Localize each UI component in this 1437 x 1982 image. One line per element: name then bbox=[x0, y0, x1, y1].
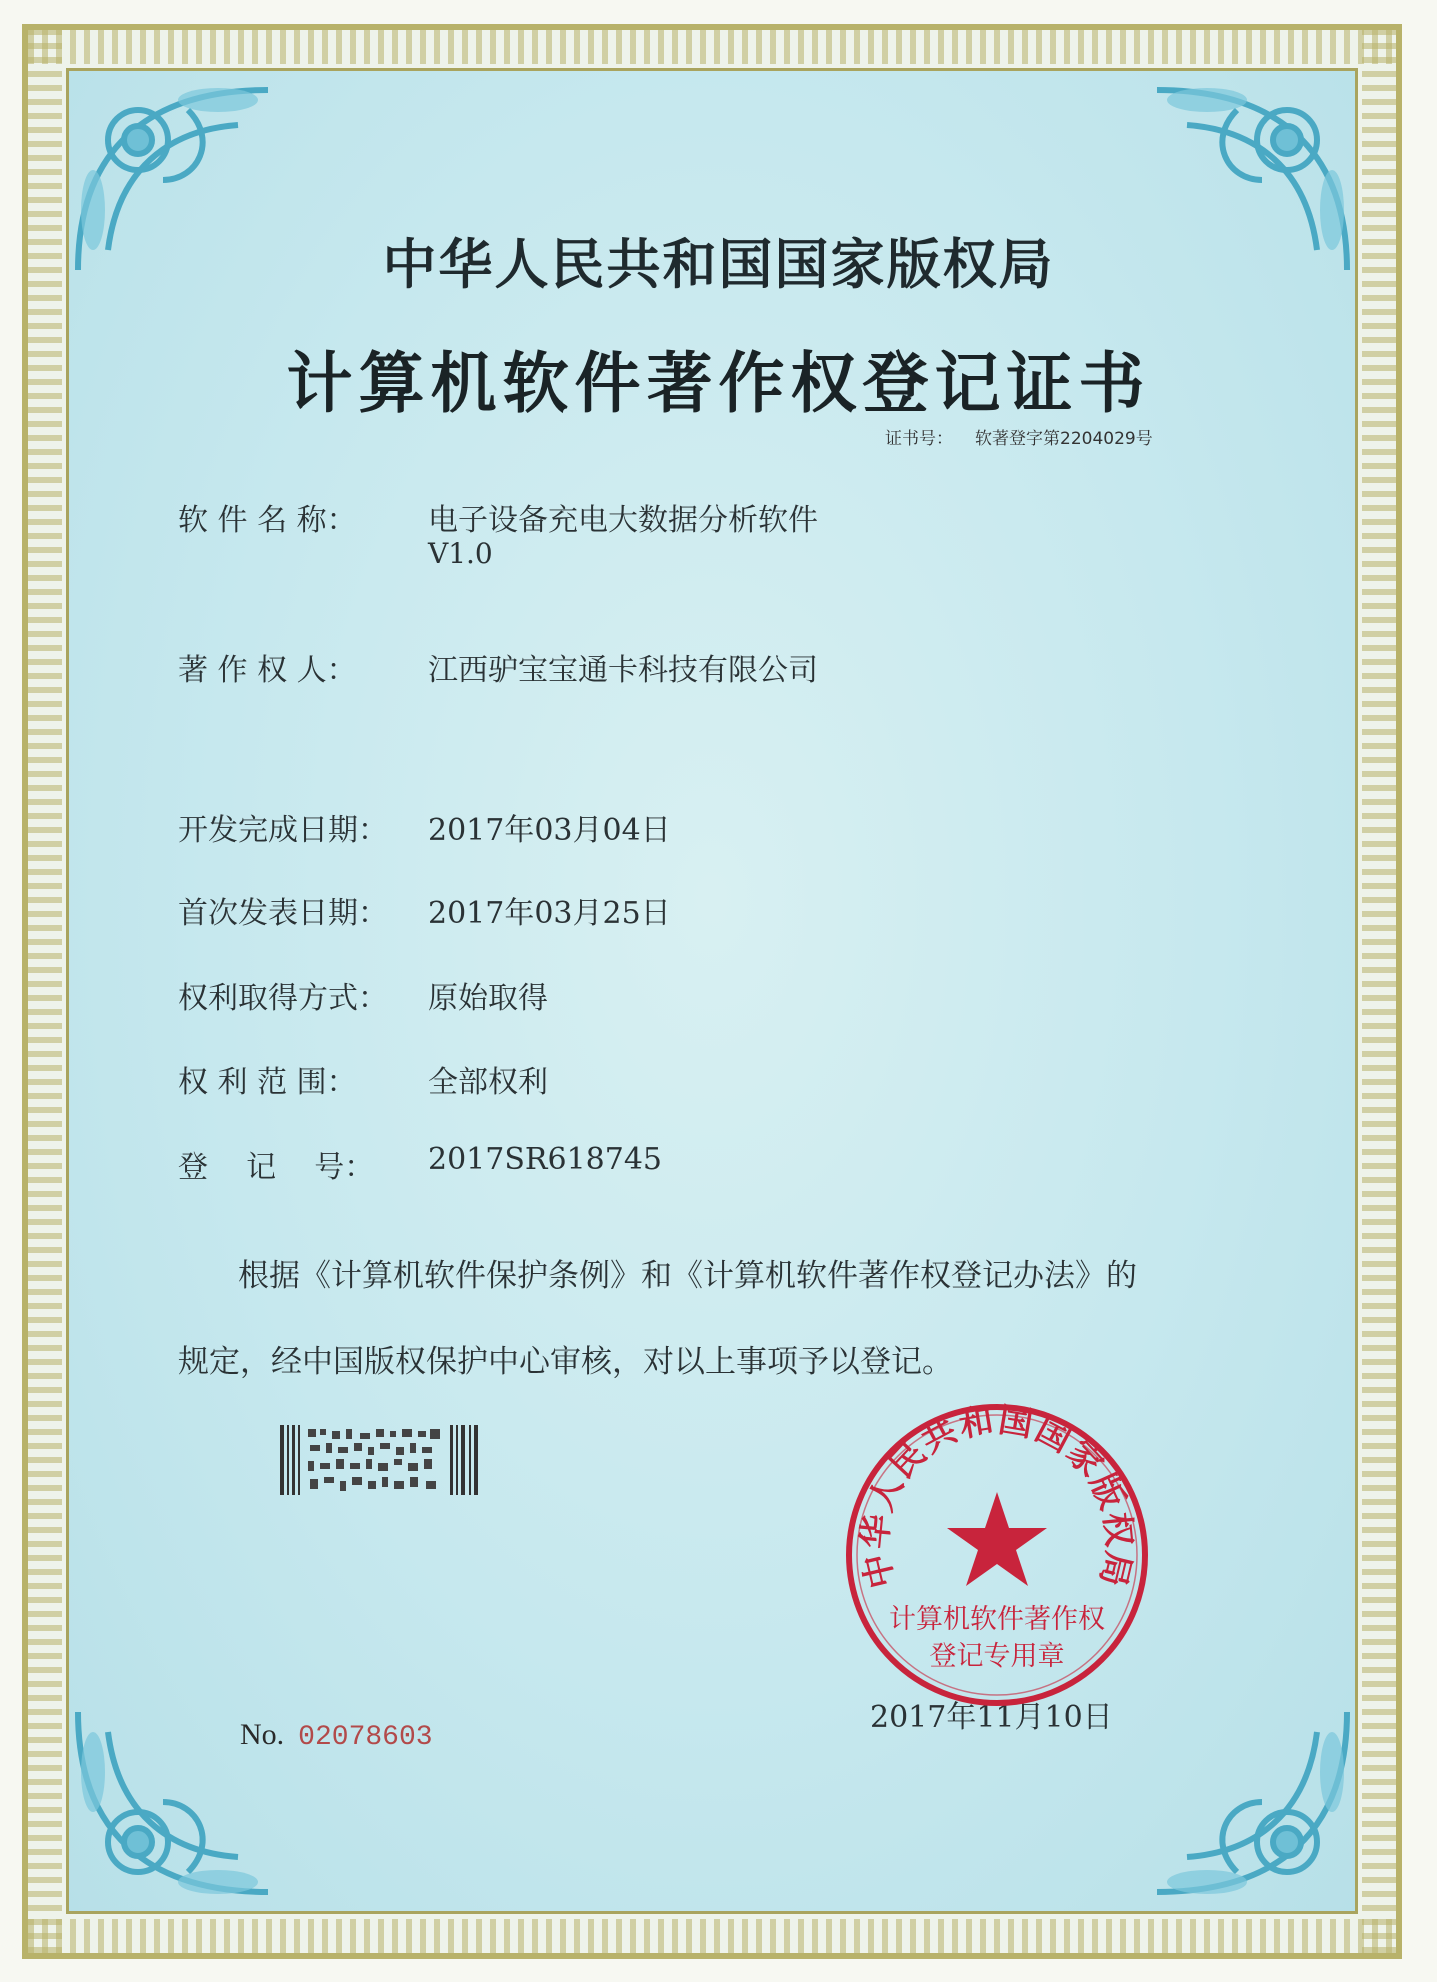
serial-value: 02078603 bbox=[298, 1722, 433, 1753]
field-copyright-owner bbox=[178, 645, 818, 689]
field-registration-no bbox=[178, 1142, 662, 1186]
corner-ornament bbox=[68, 1682, 338, 1912]
certificate-title: 计算机软件著作权登记证书 bbox=[286, 345, 1151, 422]
field-label: 著 作 权 人： bbox=[178, 653, 357, 688]
field-label: 权利取得方式： bbox=[178, 981, 388, 1016]
field-dev-complete-date bbox=[178, 805, 671, 849]
seal-inner-line2: 登记专用章 bbox=[929, 1641, 1065, 1672]
field-value: 原始取得 bbox=[428, 981, 548, 1016]
cert-no-label: 证书号： bbox=[885, 429, 953, 449]
field-software-name bbox=[178, 495, 818, 539]
field-first-publish-date bbox=[178, 888, 671, 932]
cert-no-value: 软著登字第2204029号 bbox=[975, 429, 1153, 449]
field-value: 2017SR618745 bbox=[428, 1142, 663, 1177]
barcode-2d bbox=[280, 1425, 480, 1495]
field-label: 软 件 名 称： bbox=[178, 503, 357, 538]
field-label: 首次发表日期： bbox=[178, 896, 388, 931]
field-rights-acquisition bbox=[178, 973, 548, 1017]
field-rights-scope bbox=[178, 1057, 548, 1101]
seal-inner-line1: 计算机软件著作权 bbox=[889, 1604, 1105, 1635]
official-seal bbox=[842, 1400, 1152, 1710]
seal-outer-text: 中华人民共和国国家版权局 bbox=[854, 1400, 1140, 1592]
corner-ornament bbox=[1087, 1682, 1357, 1912]
field-value: 2017年03月25日 bbox=[428, 896, 671, 931]
field-label: 开发完成日期： bbox=[178, 813, 388, 848]
field-label: 登 记 号： bbox=[178, 1150, 375, 1185]
certificate-number bbox=[885, 424, 1153, 449]
software-version: V1.0 bbox=[428, 537, 493, 570]
body-text-line2: 规定，经中国版权保护中心审核，对以上事项予以登记。 bbox=[178, 1344, 953, 1380]
body-text-line1: 根据《计算机软件保护条例》和《计算机软件著作权登记办法》的 bbox=[238, 1258, 1137, 1294]
issue-date: 2017年11月10日 bbox=[870, 1700, 1113, 1735]
field-value: 2017年03月04日 bbox=[428, 813, 671, 848]
serial-label: No. bbox=[240, 1718, 285, 1751]
field-value: 江西驴宝宝通卡科技有限公司 bbox=[428, 653, 818, 688]
field-value: 全部权利 bbox=[428, 1065, 548, 1100]
issuer-title: 中华人民共和国国家版权局 bbox=[382, 233, 1055, 296]
field-label: 权 利 范 围： bbox=[178, 1065, 357, 1100]
serial-number bbox=[240, 1718, 433, 1753]
field-value: 电子设备充电大数据分析软件 bbox=[428, 503, 818, 538]
